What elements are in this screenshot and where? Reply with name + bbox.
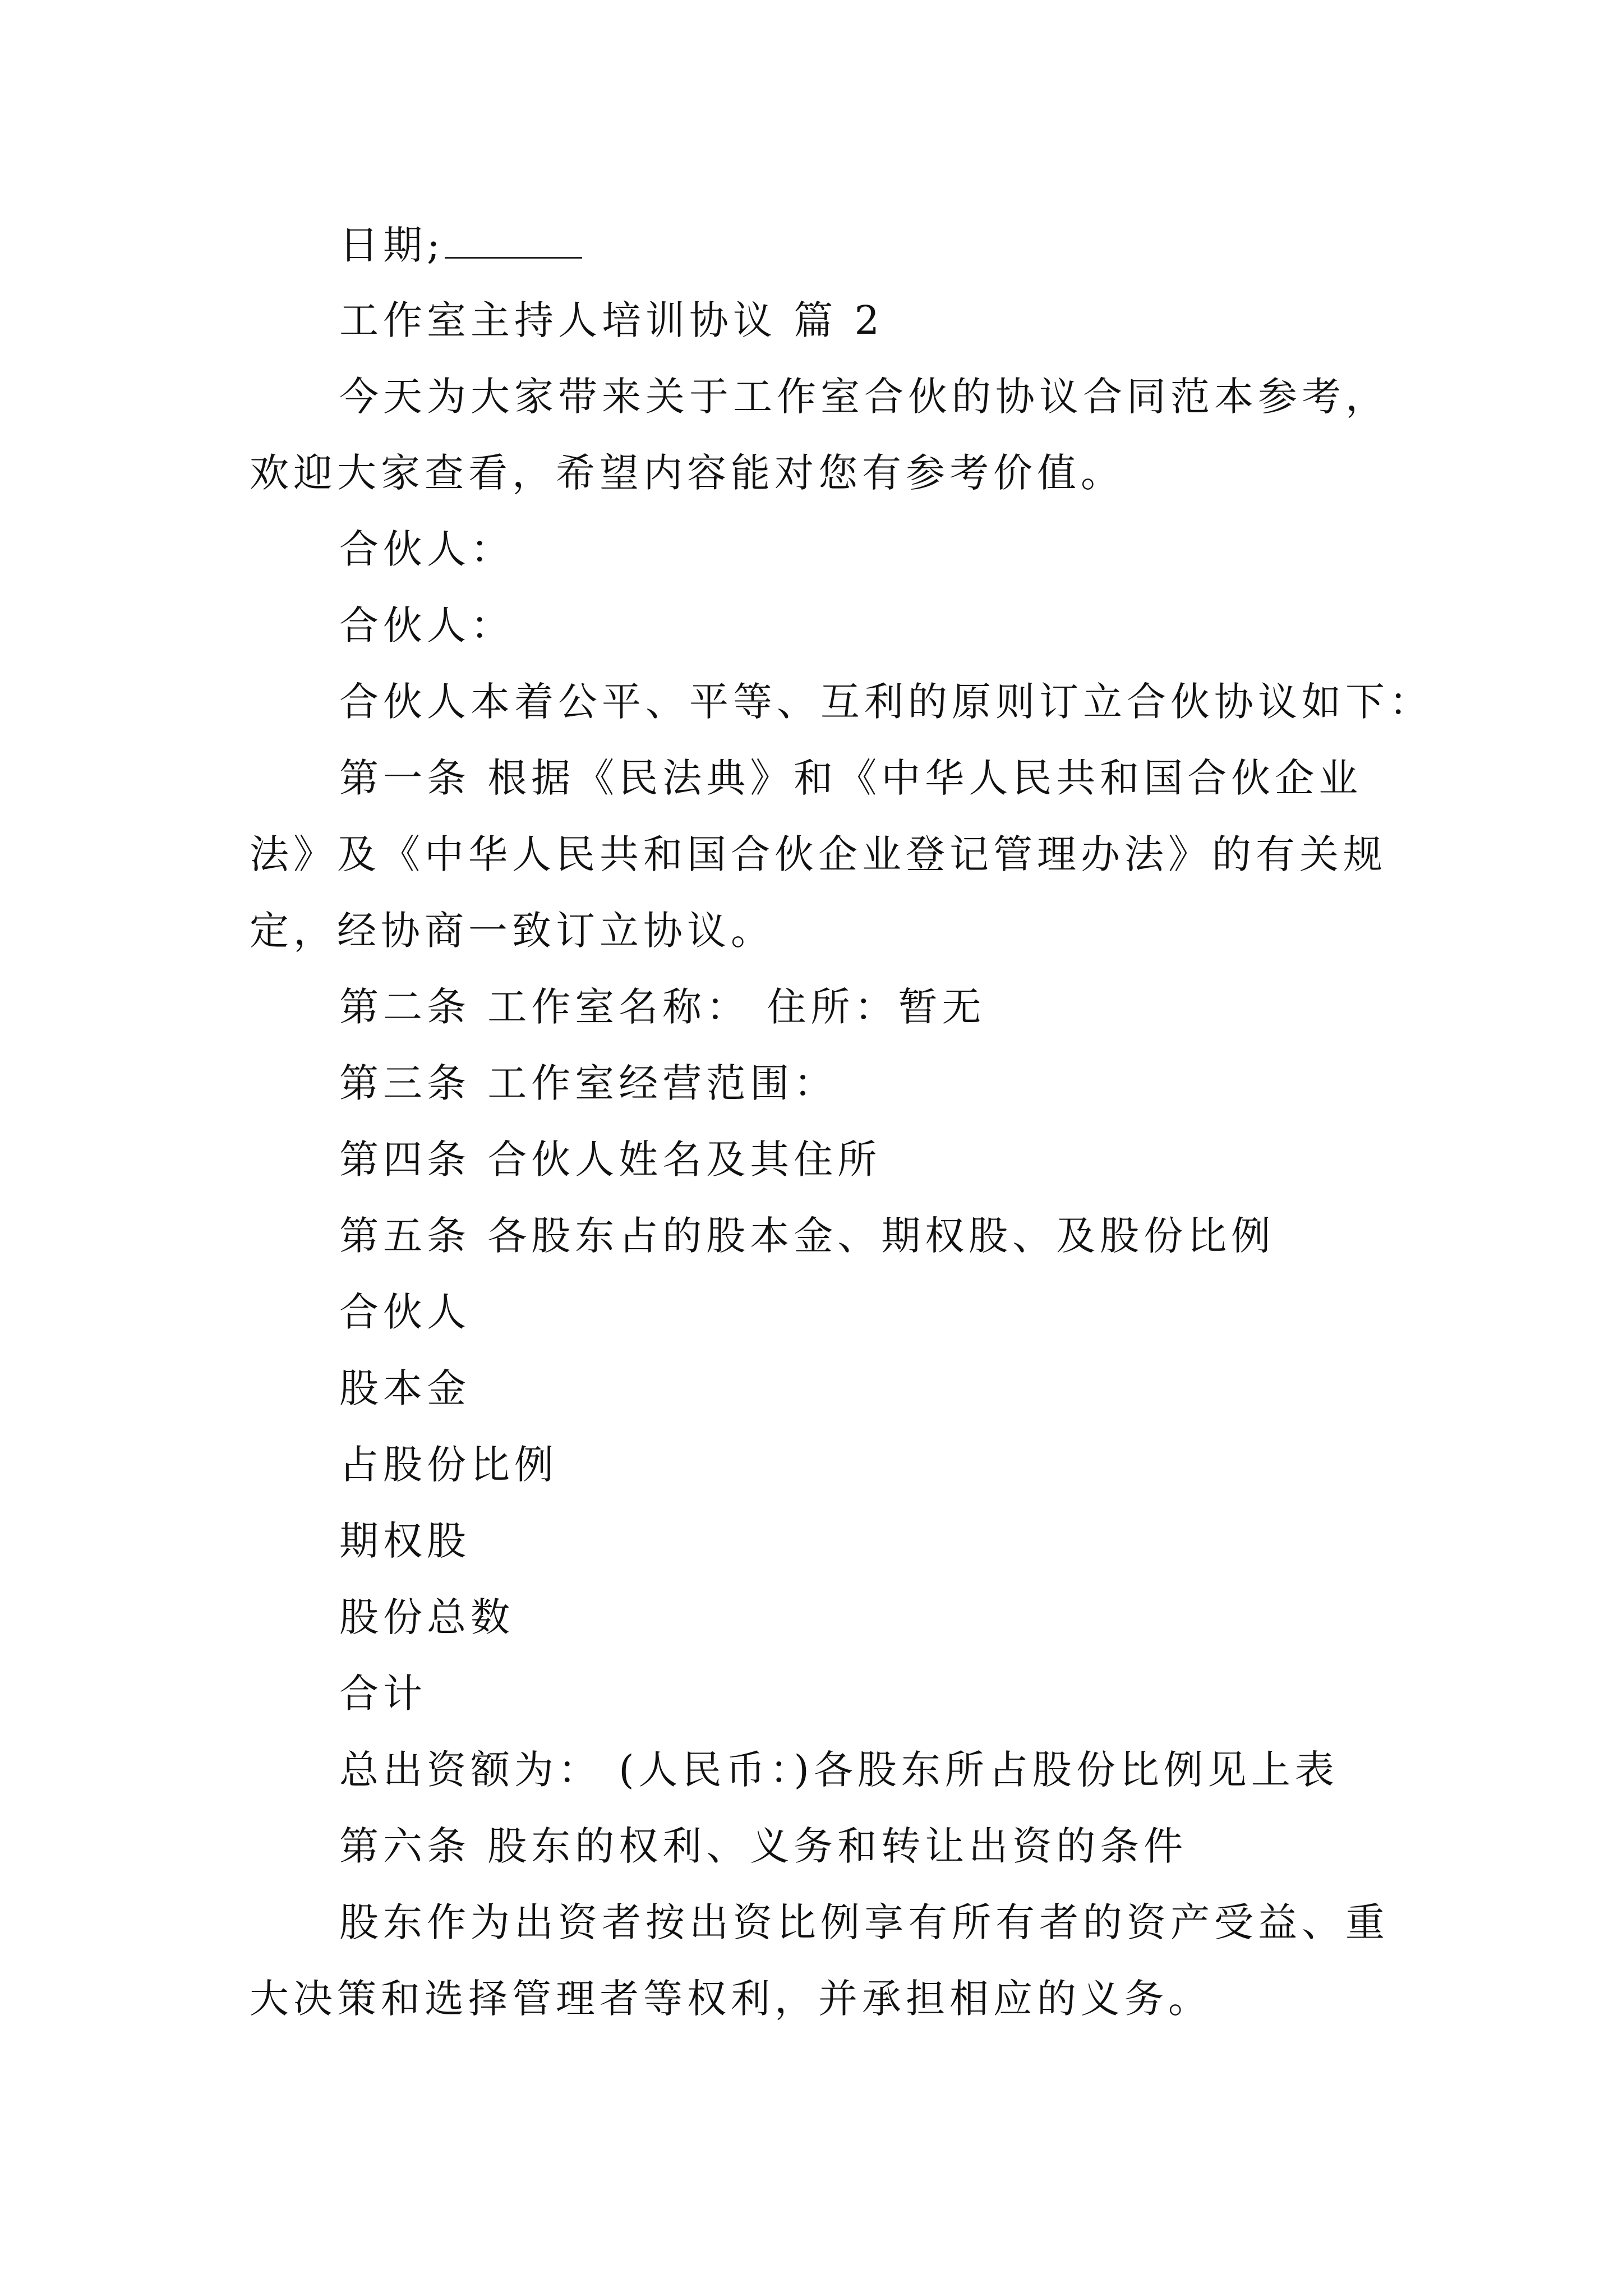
article-2: 第二条 工作室名称： 住所：暂无 <box>339 984 986 1030</box>
rights-line-2: 大决策和选择管理者等权利，并承担相应的义务。 <box>250 1976 1212 2022</box>
document-title: 工作室主持人培训协议 篇 2 <box>339 297 884 343</box>
article-1-line-1: 第一条 根据《民法典》和《中华人民共和国合伙企业 <box>339 755 1363 801</box>
article-4: 第四条 合伙人姓名及其住所 <box>339 1137 882 1182</box>
intro-line-2: 欢迎大家查看，希望内容能对您有参考价值。 <box>250 450 1124 496</box>
table-col-capital: 股本金 <box>339 1365 471 1411</box>
date-blank <box>445 224 582 259</box>
rights-line-1: 股东作为出资者按出资比例享有所有者的资产受益、重 <box>339 1899 1389 1945</box>
table-col-option-shares: 期权股 <box>339 1518 471 1564</box>
article-6: 第六条 股东的权利、义务和转让出资的条件 <box>339 1823 1188 1869</box>
date-label: 日期; <box>339 222 445 268</box>
article-1-line-2: 法》及《中华人民共和国合伙企业登记管理办法》的有关规 <box>250 831 1387 877</box>
partner-b-label: 合伙人： <box>339 602 514 648</box>
table-col-share-ratio: 占股份比例 <box>339 1442 558 1488</box>
table-col-partner: 合伙人 <box>339 1289 471 1335</box>
table-total-row: 合计 <box>339 1671 427 1717</box>
intro-line-1: 今天为大家带来关于工作室合伙的协议合同范本参考， <box>339 374 1389 420</box>
article-1-line-3: 定，经协商一致订立协议。 <box>250 908 774 954</box>
total-investment-line: 总出资额为： (人民币：)各股东所占股份比例见上表 <box>339 1747 1339 1793</box>
principle-line: 合伙人本着公平、平等、互利的原则订立合伙协议如下： <box>339 679 1433 725</box>
article-3: 第三条 工作室经营范围： <box>339 1060 838 1106</box>
date-line <box>339 222 582 268</box>
article-5: 第五条 各股东占的股本金、期权股、及股份比例 <box>339 1213 1275 1259</box>
table-col-total-shares: 股份总数 <box>339 1594 514 1640</box>
partner-a-label: 合伙人： <box>339 526 514 572</box>
